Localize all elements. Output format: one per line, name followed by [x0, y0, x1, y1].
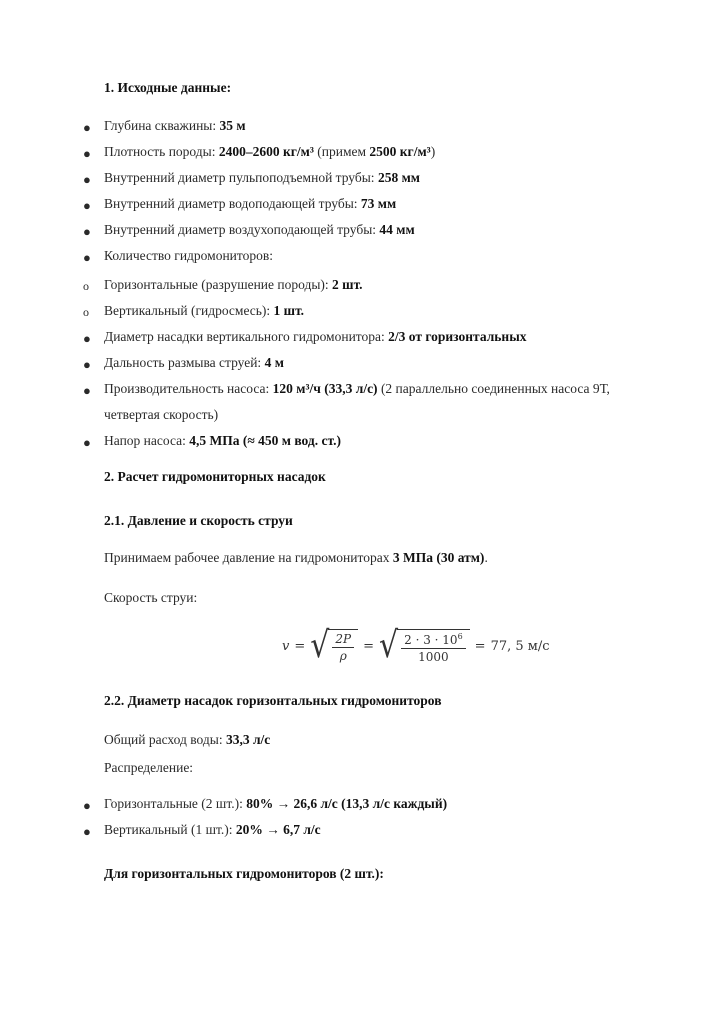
list-item-water-pipe: Внутренний диаметр водоподающей трубы: 73 мм	[104, 196, 397, 211]
list-item-depth: Глубина скважины: 35 м	[104, 118, 246, 133]
section-heading-2: 2. Расчет гидромониторных насадок	[104, 469, 326, 484]
list-item-air-pipe: Внутренний диаметр воздухоподающей трубы: 44 мм	[104, 222, 415, 237]
bullet-disc: ●	[83, 798, 91, 813]
bullet-disc: ●	[83, 357, 91, 372]
paragraph-jet-speed-label: Скорость струи:	[104, 590, 198, 605]
bullet-disc: ●	[83, 435, 91, 450]
list-item-pump-head: Напор насоса: 4,5 МПа (≈ 450 м вод. ст.)	[104, 433, 341, 448]
list-item-horizontal-count: Горизонтальные (разрушение породы): 2 шт.	[104, 277, 363, 292]
bullet-disc: ●	[83, 198, 91, 213]
subsection-heading-2-1: 2.1. Давление и скорость струи	[104, 513, 293, 528]
list-item-density: Плотность породы: 2400–2600 кг/м³ (примем 2500 кг/м³)	[104, 144, 436, 159]
section-heading-1: 1. Исходные данные:	[104, 80, 232, 95]
formula-equals: =	[294, 638, 306, 654]
paragraph-total-flow: Общий расход воды: 33,3 л/с	[104, 732, 271, 747]
bullet-disc: ●	[83, 224, 91, 239]
formula-exponent: 6	[457, 631, 463, 641]
bullet-disc: ●	[83, 120, 91, 135]
list-item-pulp-pipe: Внутренний диаметр пульпоподъемной трубы: 258 мм	[104, 170, 420, 185]
formula-lhs: v	[282, 638, 290, 654]
heading-horizontal-monitors: Для горизонтальных гидромониторов (2 шт.):	[104, 866, 384, 881]
list-item-pump-capacity: Производительность насоса: 120 м³/ч (33,3 л/с) (2 параллельно соединенных насоса 9Т,	[104, 381, 610, 396]
list-item-nozzle-diameter: Диаметр насадки вертикального гидромонитора: 2/3 от горизонтальных	[104, 329, 527, 344]
formula-denominator-2: 1000	[418, 649, 449, 664]
formula-numerator-1: 2P	[332, 632, 354, 648]
list-item-dist-horizontal: Горизонтальные (2 шт.): 80% → 26,6 л/с (13,3 л/с каждый)	[104, 796, 448, 811]
formula-equals: =	[363, 638, 375, 654]
bullet-circle: o	[83, 305, 89, 319]
formula-denominator-1: ρ	[339, 649, 347, 663]
formula-equals: =	[474, 638, 486, 654]
formula-radical-2: √ $\frac{2 \cdot 3 \cdot 10^6}{1000}$	[379, 629, 470, 664]
bullet-circle: o	[83, 279, 89, 293]
list-item-pump-capacity-cont: четвертая скорость)	[104, 407, 219, 422]
bullet-disc: ●	[83, 331, 91, 346]
bullet-disc: ●	[83, 383, 91, 398]
bullet-disc: ●	[83, 172, 91, 187]
formula-numerator-2: 2 · 3 · 10	[404, 632, 458, 647]
paragraph-pressure: Принимаем рабочее давление на гидромониторах 3 МПа (30 атм).	[104, 550, 488, 565]
subsection-heading-2-2: 2.2. Диаметр насадок горизонтальных гидромониторов	[104, 693, 442, 708]
paragraph-distribution: Распределение:	[104, 760, 194, 775]
list-item-monitor-count: Количество гидромониторов:	[104, 248, 273, 263]
jet-speed-formula	[282, 622, 550, 670]
formula-result: 77, 5 м/с	[490, 638, 550, 654]
list-item-dist-vertical: Вертикальный (1 шт.): 20% → 6,7 л/с	[104, 822, 321, 837]
list-item-vertical-count: Вертикальный (гидросмесь): 1 шт.	[104, 303, 305, 318]
bullet-disc: ●	[83, 824, 91, 839]
bullet-disc: ●	[83, 146, 91, 161]
bullet-disc: ●	[83, 250, 91, 265]
list-item-jet-range: Дальность размыва струей: 4 м	[104, 355, 284, 370]
formula-radical-1: √ $\frac{2P}{\rho}$	[310, 629, 358, 663]
